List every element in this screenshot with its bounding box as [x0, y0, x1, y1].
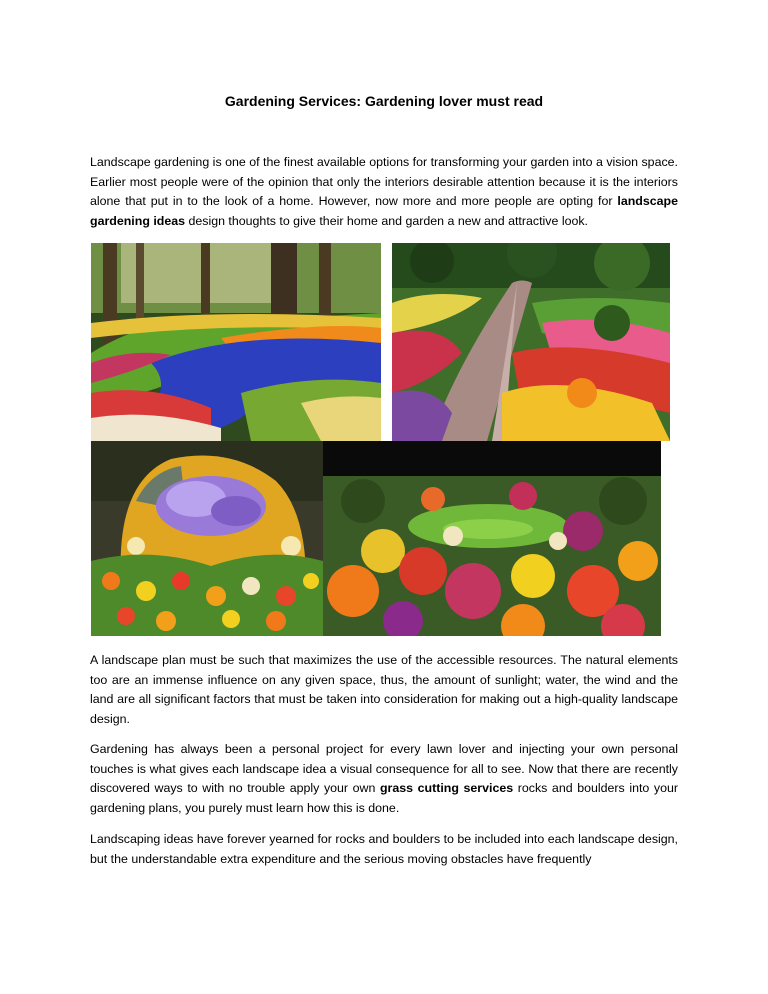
paragraph-text: design thoughts to give their home and garden a new and attractive look. — [185, 213, 588, 228]
paragraph-intro — [90, 153, 678, 231]
paragraph-text: Gardening has always been a personal project for every lawn lover and injecting your own personal touches is what gives each landscape idea a visual consequence for all to see. Now that there are recently discovered ways to with no trouble apply your own — [90, 742, 678, 795]
paragraph-landscape-plan: A landscape plan must be such that maximizes the use of the accessible resources. The natural elements too are an immense influence on any given space, thus, the amount of sunlight; water, the wind and the land are all significant factors that must be taken into consideration for making out a high-quality landscape design. — [90, 653, 678, 726]
page-title: Gardening Services: Gardening lover must read — [224, 93, 544, 109]
bold-keyword: grass cutting services — [379, 781, 514, 795]
photo-garden-path — [392, 243, 670, 441]
photo-sunken-garden — [323, 441, 661, 636]
paragraph-rocks-boulders: Landscaping ideas have forever yearned for rocks and boulders to be included into each landscape design, but the understandable extra expenditure and the serious moving obstacles have frequently — [90, 832, 678, 866]
photo-tulip-garden — [91, 243, 381, 441]
paragraph-text: rocks and boulders into your gardening plans, you purely must learn how this is done. — [90, 781, 678, 815]
bold-keyword: landscape gardening ideas — [90, 194, 678, 228]
paragraph-personal-project — [90, 740, 678, 818]
paragraph-text: Landscape gardening is one of the finest available options for transforming your garden into a vision space. Earlier most people were of the opinion that only the interiors desirable attention because it is the interiors alone that put in to the look of a home. However, now more and more people are opting for — [90, 155, 678, 208]
photo-car-planter — [91, 441, 323, 636]
